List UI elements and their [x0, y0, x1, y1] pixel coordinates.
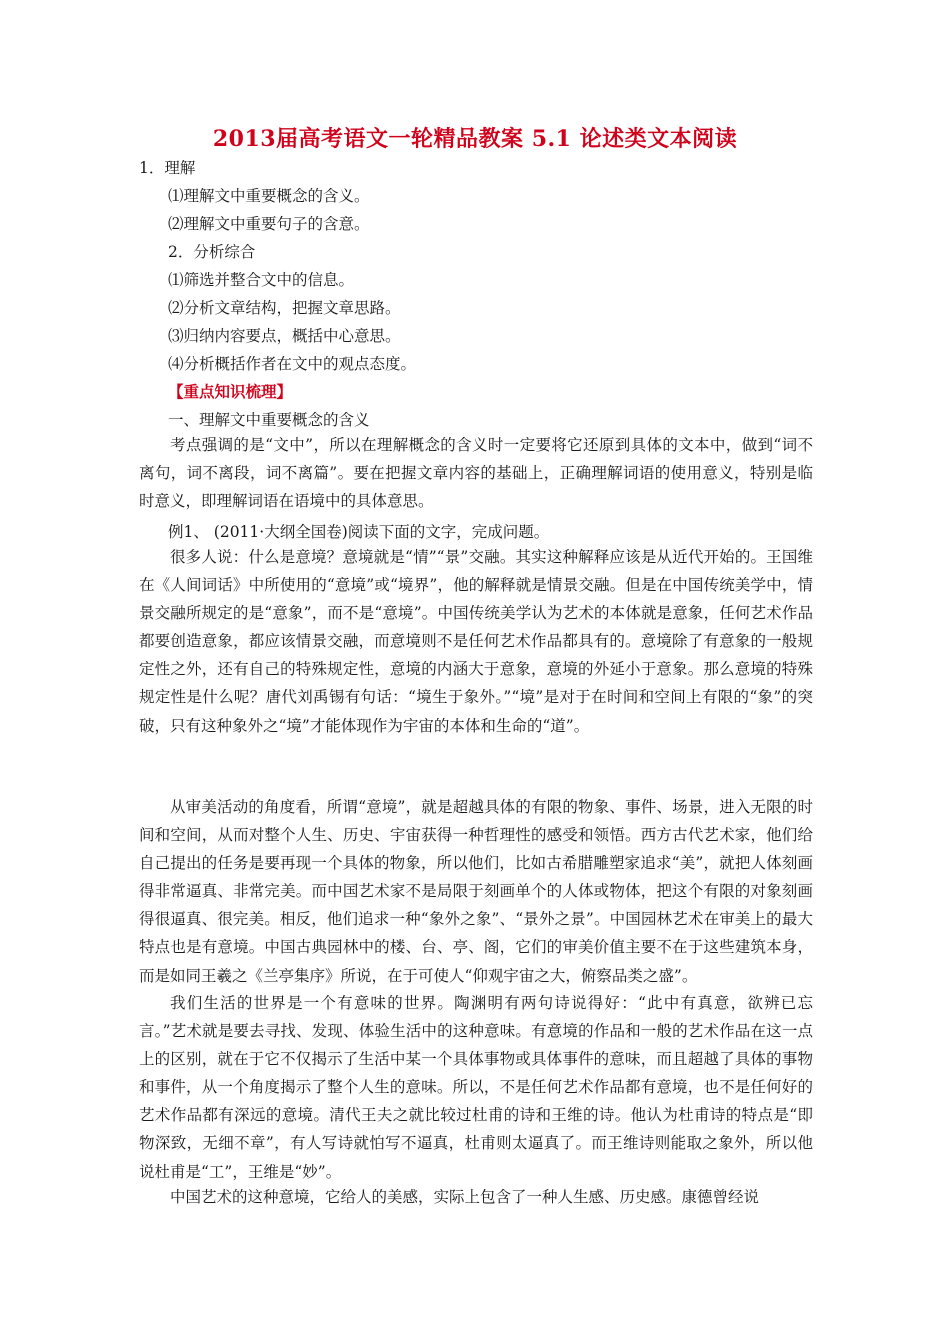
outline-item-1-1: ⑴理解文中重要概念的含义。	[168, 187, 370, 205]
outline-item-2-4: ⑷分析概括作者在文中的观点态度。	[168, 355, 417, 373]
passage-paragraph-2: 从审美活动的角度看，所谓“意境”，就是超越具体的有限的物象、事件、场景，进入无限的时间和空间，从而对整个人生、历史、宇宙获得一种哲理性的感受和领悟。西方古代艺术家，他们给自己提出的任务是要再现一个具体的物象，所以他们，比如古希腊雕塑家追求“美”，就把人体刻画得非常逼真、非常完美。而中国艺术家不是局限于刻画单个的人体或物体，把这个有限的对象刻画得很逼真、很完美。相反，他们追求一种“象外之象”、“景外之景”。中国园林艺术在审美上的最大特点也是有意境。中国古典园林中的楼、台、亭、阁，它们的审美价值主要不在于这些建筑本身，而是如同王羲之《兰亭集序》所说，在于可使人“仰观宇宙之大，俯察品类之盛”。	[139, 798, 813, 985]
outline-item-2-2: ⑵分析文章结构，把握文章思路。	[168, 299, 401, 317]
passage-paragraph-4: 中国艺术的这种意境，它给人的美感，实际上包含了一种人生感、历史感。康德曾经说	[170, 1188, 760, 1206]
passage-paragraph-1: 很多人说：什么是意境？意境就是“情”“景”交融。其实这种解释应该是从近代开始的。王国维在《人间词话》中所使用的“意境”或“境界”，他的解释就是情景交融。但是在中国传统美学中，情景交融所规定的是“意象”，而不是“意境”。中国传统美学认为艺术的本体就是意象，任何艺术作品都要创造意象，都应该情景交融，而意境则不是任何艺术作品都具有的。意境除了有意象的一般规定性之外，还有自己的特殊规定性，意境的内涵大于意象，意境的外延小于意象。那么意境的特殊规定性是什么呢？唐代刘禹锡有句话：“境生于象外。”“境”是对于在时间和空间上有限的“象”的突破，只有这种象外之“境”才能体现作为宇宙的本体和生命的“道”。	[139, 548, 813, 735]
outline-item-2-1: ⑴筛选并整合文中的信息。	[168, 271, 355, 289]
section-subheading: 一、理解文中重要概念的含义	[168, 411, 370, 429]
key-knowledge-heading: 【重点知识梳理】	[168, 382, 293, 401]
intro-paragraph: 考点强调的是“文中”，所以在理解概念的含义时一定要将它还原到具体的文本中，做到“词不离句，词不离段，词不离篇”。要在把握文章内容的基础上，正确理解词语的使用意义，特别是临时意义，即理解词语在语境中的具体意思。	[139, 436, 813, 511]
example-label: 例1、 (2011·大纲全国卷)阅读下面的文字，完成问题。	[168, 523, 550, 541]
document-title: 2013届高考语文一轮精品教案 5.1 论述类文本阅读	[212, 126, 738, 152]
outline-section-1: 1．理解	[139, 159, 196, 177]
outline-item-1-2: ⑵理解文中重要句子的含意。	[168, 215, 370, 233]
outline-section-2: 2．分析综合	[168, 243, 256, 261]
outline-item-2-3: ⑶归纳内容要点，概括中心意思。	[168, 327, 401, 345]
passage-paragraph-3: 我们生活的世界是一个有意味的世界。陶渊明有两句诗说得好：“此中有真意，欲辨已忘言。”艺术就是要去寻找、发现、体验生活中的这种意味。有意境的作品和一般的艺术作品在这一点上的区别，就在于它不仅揭示了生活中某一个具体事物或具体事件的意味，而且超越了具体的事物和事件，从一个角度揭示了整个人生的意味。所以，不是任何艺术作品都有意境，也不是任何好的艺术作品都有深远的意境。清代王夫之就比较过杜甫的诗和王维的诗。他认为杜甫诗的特点是“即物深致，无细不章”，有人写诗就怕写不逼真，杜甫则太逼真了。而王维诗则能取之象外，所以他说杜甫是“工”，王维是“妙”。	[139, 994, 813, 1181]
